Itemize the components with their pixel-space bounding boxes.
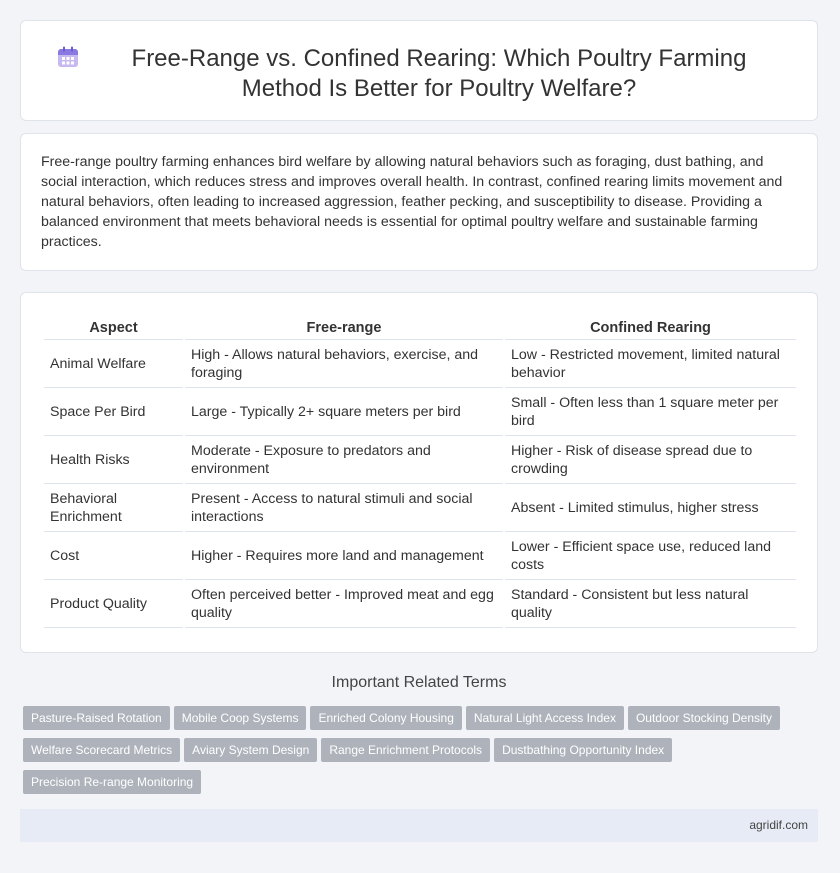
related-term-tag[interactable]: Range Enrichment Protocols bbox=[321, 738, 490, 762]
table-row bbox=[44, 340, 796, 388]
cell-confined: Lower - Efficient space use, reduced land costs bbox=[505, 532, 796, 580]
table-row bbox=[44, 388, 796, 436]
cell-aspect: Cost bbox=[44, 532, 183, 580]
cell-aspect: Animal Welfare bbox=[44, 340, 183, 388]
cell-confined: Higher - Risk of disease spread due to crowding bbox=[505, 436, 796, 484]
cell-free-range: Often perceived better - Improved meat and egg quality bbox=[185, 580, 503, 628]
cell-confined: Low - Restricted movement, limited natural behavior bbox=[505, 340, 796, 388]
cell-free-range: Present - Access to natural stimuli and social interactions bbox=[185, 484, 503, 532]
cell-free-range: High - Allows natural behaviors, exercise, and foraging bbox=[185, 340, 503, 388]
related-term-tag[interactable]: Aviary System Design bbox=[184, 738, 317, 762]
table-row bbox=[44, 436, 796, 484]
cell-free-range: Moderate - Exposure to predators and environment bbox=[185, 436, 503, 484]
cell-free-range: Large - Typically 2+ square meters per bird bbox=[185, 388, 503, 436]
cell-free-range: Higher - Requires more land and management bbox=[185, 532, 503, 580]
related-terms-list bbox=[23, 706, 803, 802]
cell-aspect: Product Quality bbox=[44, 580, 183, 628]
table-row bbox=[44, 580, 796, 628]
related-term-tag[interactable]: Dustbathing Opportunity Index bbox=[494, 738, 672, 762]
comparison-table bbox=[42, 314, 798, 628]
title-card bbox=[20, 20, 818, 121]
header-aspect: Aspect bbox=[44, 314, 183, 340]
intro-paragraph: Free-range poultry farming enhances bird welfare by allowing natural behaviors such as foraging, dust bathing, and social interaction, which reduces stress and improves overall health. In contrast, confined rearing limits movement and natural behaviors, often leading to increased aggression, feather pecking, and susceptibility to disease. Providing a balanced environment that meets behavioral needs is essential for optimal poultry welfare and sustainable farming practices. bbox=[41, 154, 783, 250]
cell-aspect: Behavioral Enrichment bbox=[44, 484, 183, 532]
table-row bbox=[44, 532, 796, 580]
footer bbox=[20, 809, 818, 842]
header-confined: Confined Rearing bbox=[505, 314, 796, 340]
comparison-table-card bbox=[20, 292, 818, 653]
header-free-range: Free-range bbox=[185, 314, 503, 340]
cell-aspect: Space Per Bird bbox=[44, 388, 183, 436]
related-term-tag[interactable]: Enriched Colony Housing bbox=[310, 706, 461, 730]
table-header-row bbox=[44, 314, 796, 340]
page-title: Free-Range vs. Confined Rearing: Which Poultry Farming Method Is Better for Poultry Welfare? bbox=[131, 45, 747, 102]
cell-confined: Small - Often less than 1 square meter per bird bbox=[505, 388, 796, 436]
related-term-tag[interactable]: Welfare Scorecard Metrics bbox=[23, 738, 180, 762]
related-term-tag[interactable]: Outdoor Stocking Density bbox=[628, 706, 780, 730]
related-terms-heading: Important Related Terms bbox=[331, 674, 507, 691]
table-row bbox=[44, 484, 796, 532]
footer-site-link[interactable]: agridif.com bbox=[749, 818, 808, 832]
cell-aspect: Health Risks bbox=[44, 436, 183, 484]
related-term-tag[interactable]: Pasture-Raised Rotation bbox=[23, 706, 170, 730]
cell-confined: Absent - Limited stimulus, higher stress bbox=[505, 484, 796, 532]
related-term-tag[interactable]: Natural Light Access Index bbox=[466, 706, 624, 730]
intro-card bbox=[20, 133, 818, 271]
related-term-tag[interactable]: Precision Re-range Monitoring bbox=[23, 770, 201, 794]
cell-confined: Standard - Consistent but less natural quality bbox=[505, 580, 796, 628]
related-term-tag[interactable]: Mobile Coop Systems bbox=[174, 706, 307, 730]
